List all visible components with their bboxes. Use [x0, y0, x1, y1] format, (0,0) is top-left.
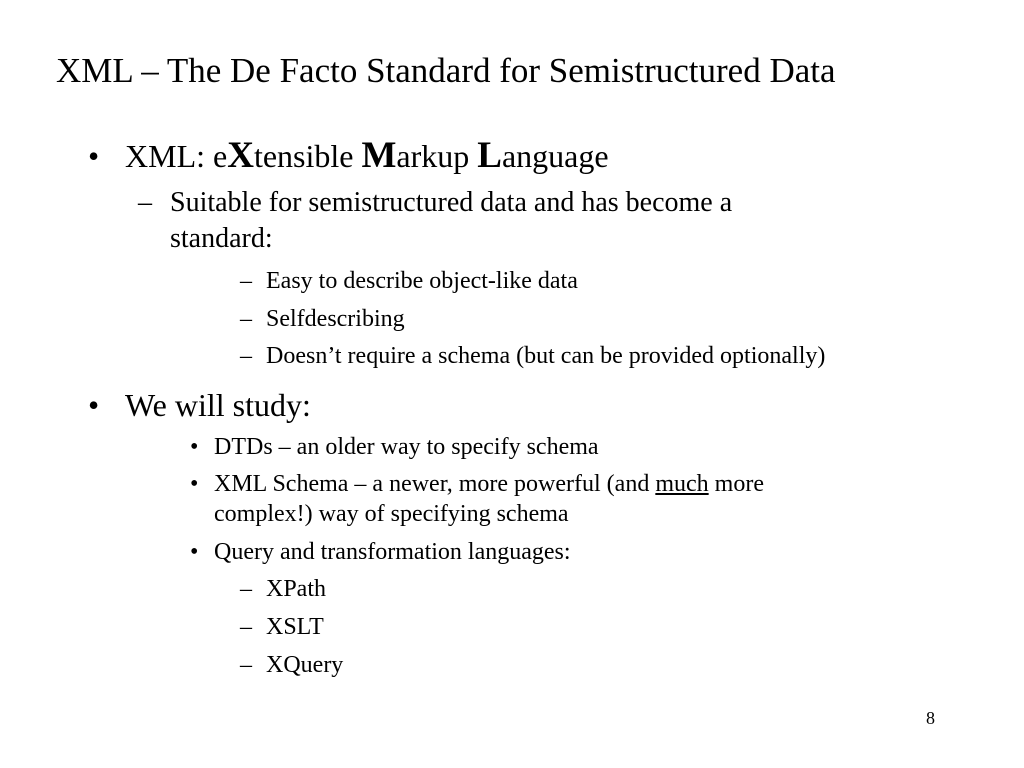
dash-marker: – — [240, 306, 252, 332]
item-xml-schema-line-2: complex!) way of specifying schema — [214, 501, 569, 527]
bullet-xml-definition — [125, 136, 609, 176]
slide-title: XML – The De Facto Standard for Semistructured Data — [56, 51, 836, 90]
item-xpath: XPath — [266, 576, 326, 602]
item-xslt: XSLT — [266, 614, 324, 640]
bullet-marker: • — [190, 471, 199, 497]
bullet-marker: • — [88, 138, 100, 174]
bullet-we-will-study: We will study: — [125, 387, 311, 423]
underlined-much: much — [655, 471, 709, 497]
dash-marker: – — [240, 268, 252, 294]
suitable-line-2: standard: — [170, 223, 273, 254]
bullet-marker: • — [190, 539, 199, 565]
suitable-line-1: Suitable for semistructured data and has become a — [170, 187, 733, 218]
item-xml-schema-line-1 — [214, 469, 764, 499]
xml-mid2: arkup — [396, 138, 478, 174]
bullet-marker: • — [88, 387, 100, 423]
xml-letter-l: L — [477, 135, 502, 176]
xml-prefix: XML: e — [125, 138, 228, 174]
dash-marker: – — [138, 187, 152, 218]
dash-marker: – — [240, 614, 252, 640]
page-number: 8 — [926, 708, 935, 728]
dash-marker: – — [240, 652, 252, 678]
item-dtds: DTDs – an older way to specify schema — [214, 434, 599, 460]
xml-suffix: anguage — [501, 138, 609, 174]
item-schema-optional: Doesn’t require a schema (but can be provided optionally) — [266, 343, 826, 369]
dash-marker: – — [240, 343, 252, 369]
item-query-languages: Query and transformation languages: — [214, 539, 571, 565]
item-selfdescribing: Selfdescribing — [266, 306, 405, 332]
bullet-marker: • — [190, 434, 199, 460]
xml-schema-text-end: more — [708, 471, 764, 497]
xml-mid1: tensible — [253, 138, 362, 174]
item-xquery: XQuery — [266, 652, 344, 678]
dash-marker: – — [240, 576, 252, 602]
xml-letter-x: X — [227, 135, 254, 176]
xml-letter-m: M — [361, 135, 397, 176]
xml-schema-text: XML Schema – a newer, more powerful (and — [214, 471, 656, 497]
item-easy-describe: Easy to describe object-like data — [266, 268, 578, 294]
